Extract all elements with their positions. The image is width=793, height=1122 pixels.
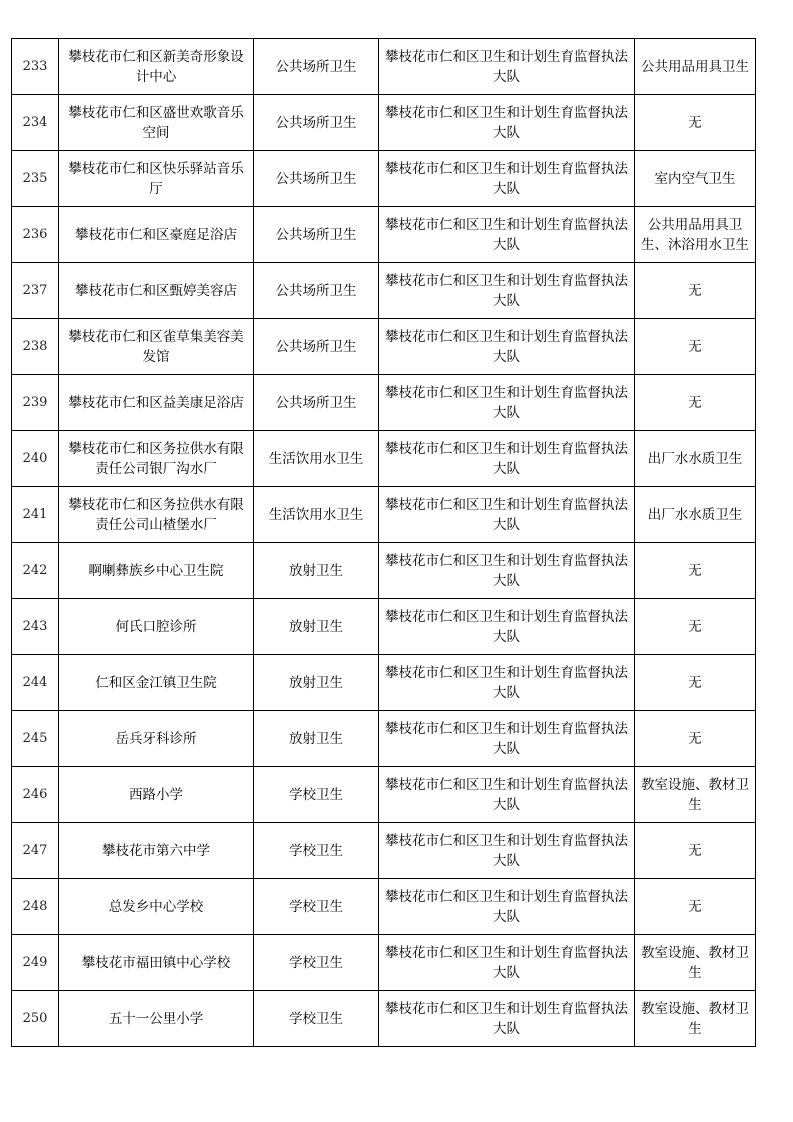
- agency-cell: 攀枝花市仁和区卫生和计划生育监督执法大队: [379, 711, 635, 767]
- table-row: [12, 207, 756, 263]
- item-cell: 教室设施、教材卫生: [635, 935, 756, 991]
- category-cell: 放射卫生: [254, 543, 379, 599]
- agency-cell: 攀枝花市仁和区卫生和计划生育监督执法大队: [379, 95, 635, 151]
- row-number-cell: 240: [12, 431, 59, 487]
- entity-name-cell: 仁和区金江镇卫生院: [59, 655, 254, 711]
- item-cell: 公共用品用具卫生、沐浴用水卫生: [635, 207, 756, 263]
- category-cell: 放射卫生: [254, 599, 379, 655]
- category-cell: 公共场所卫生: [254, 375, 379, 431]
- entity-name-cell: 总发乡中心学校: [59, 879, 254, 935]
- row-number-cell: 243: [12, 599, 59, 655]
- item-cell: 教室设施、教材卫生: [635, 991, 756, 1047]
- agency-cell: 攀枝花市仁和区卫生和计划生育监督执法大队: [379, 991, 635, 1047]
- row-number-cell: 250: [12, 991, 59, 1047]
- table-row: [12, 767, 756, 823]
- item-cell: 无: [635, 319, 756, 375]
- entity-name-cell: 岳兵牙科诊所: [59, 711, 254, 767]
- table-row: [12, 263, 756, 319]
- row-number-cell: 242: [12, 543, 59, 599]
- table-row: [12, 823, 756, 879]
- table-row: [12, 711, 756, 767]
- agency-cell: 攀枝花市仁和区卫生和计划生育监督执法大队: [379, 431, 635, 487]
- item-cell: 无: [635, 655, 756, 711]
- row-number-cell: 237: [12, 263, 59, 319]
- agency-cell: 攀枝花市仁和区卫生和计划生育监督执法大队: [379, 879, 635, 935]
- entity-name-cell: 攀枝花市第六中学: [59, 823, 254, 879]
- category-cell: 公共场所卫生: [254, 95, 379, 151]
- entity-name-cell: 啊喇彝族乡中心卫生院: [59, 543, 254, 599]
- table-row: [12, 543, 756, 599]
- row-number-cell: 246: [12, 767, 59, 823]
- category-cell: 生活饮用水卫生: [254, 431, 379, 487]
- agency-cell: 攀枝花市仁和区卫生和计划生育监督执法大队: [379, 151, 635, 207]
- entity-name-cell: 攀枝花市仁和区快乐驿站音乐厅: [59, 151, 254, 207]
- row-number-cell: 239: [12, 375, 59, 431]
- row-number-cell: 241: [12, 487, 59, 543]
- category-cell: 学校卫生: [254, 879, 379, 935]
- row-number-cell: 233: [12, 39, 59, 95]
- row-number-cell: 236: [12, 207, 59, 263]
- item-cell: 无: [635, 711, 756, 767]
- entity-name-cell: 攀枝花市仁和区盛世欢歌音乐空间: [59, 95, 254, 151]
- agency-cell: 攀枝花市仁和区卫生和计划生育监督执法大队: [379, 823, 635, 879]
- table-row: [12, 151, 756, 207]
- item-cell: 室内空气卫生: [635, 151, 756, 207]
- agency-cell: 攀枝花市仁和区卫生和计划生育监督执法大队: [379, 599, 635, 655]
- category-cell: 公共场所卫生: [254, 39, 379, 95]
- entity-name-cell: 五十一公里小学: [59, 991, 254, 1047]
- item-cell: 无: [635, 543, 756, 599]
- entity-name-cell: 攀枝花市福田镇中心学校: [59, 935, 254, 991]
- table-row: [12, 487, 756, 543]
- row-number-cell: 249: [12, 935, 59, 991]
- agency-cell: 攀枝花市仁和区卫生和计划生育监督执法大队: [379, 207, 635, 263]
- category-cell: 生活饮用水卫生: [254, 487, 379, 543]
- agency-cell: 攀枝花市仁和区卫生和计划生育监督执法大队: [379, 319, 635, 375]
- agency-cell: 攀枝花市仁和区卫生和计划生育监督执法大队: [379, 767, 635, 823]
- category-cell: 学校卫生: [254, 991, 379, 1047]
- table-row: [12, 599, 756, 655]
- agency-cell: 攀枝花市仁和区卫生和计划生育监督执法大队: [379, 543, 635, 599]
- entity-name-cell: 攀枝花市仁和区新美奇形象设计中心: [59, 39, 254, 95]
- category-cell: 公共场所卫生: [254, 263, 379, 319]
- entity-name-cell: 何氏口腔诊所: [59, 599, 254, 655]
- category-cell: 学校卫生: [254, 935, 379, 991]
- entity-name-cell: 攀枝花市仁和区甄婷美容店: [59, 263, 254, 319]
- item-cell: 无: [635, 375, 756, 431]
- row-number-cell: 248: [12, 879, 59, 935]
- item-cell: 无: [635, 95, 756, 151]
- inspection-records-table: [11, 38, 756, 1047]
- entity-name-cell: 攀枝花市仁和区益美康足浴店: [59, 375, 254, 431]
- category-cell: 公共场所卫生: [254, 207, 379, 263]
- item-cell: 教室设施、教材卫生: [635, 767, 756, 823]
- category-cell: 放射卫生: [254, 711, 379, 767]
- category-cell: 学校卫生: [254, 767, 379, 823]
- row-number-cell: 238: [12, 319, 59, 375]
- table-row: [12, 39, 756, 95]
- entity-name-cell: 攀枝花市仁和区豪庭足浴店: [59, 207, 254, 263]
- table-row: [12, 935, 756, 991]
- item-cell: 无: [635, 879, 756, 935]
- category-cell: 公共场所卫生: [254, 151, 379, 207]
- table-row: [12, 95, 756, 151]
- entity-name-cell: 攀枝花市仁和区务拉供水有限责任公司山楂堡水厂: [59, 487, 254, 543]
- row-number-cell: 245: [12, 711, 59, 767]
- item-cell: 无: [635, 263, 756, 319]
- item-cell: 公共用品用具卫生: [635, 39, 756, 95]
- row-number-cell: 234: [12, 95, 59, 151]
- document-page: [11, 38, 756, 1047]
- item-cell: 出厂水水质卫生: [635, 487, 756, 543]
- entity-name-cell: 攀枝花市仁和区雀草集美容美发馆: [59, 319, 254, 375]
- table-row: [12, 431, 756, 487]
- agency-cell: 攀枝花市仁和区卫生和计划生育监督执法大队: [379, 487, 635, 543]
- agency-cell: 攀枝花市仁和区卫生和计划生育监督执法大队: [379, 263, 635, 319]
- category-cell: 公共场所卫生: [254, 319, 379, 375]
- entity-name-cell: 西路小学: [59, 767, 254, 823]
- agency-cell: 攀枝花市仁和区卫生和计划生育监督执法大队: [379, 375, 635, 431]
- table-row: [12, 655, 756, 711]
- agency-cell: 攀枝花市仁和区卫生和计划生育监督执法大队: [379, 655, 635, 711]
- table-row: [12, 879, 756, 935]
- table-row: [12, 991, 756, 1047]
- row-number-cell: 244: [12, 655, 59, 711]
- item-cell: 无: [635, 599, 756, 655]
- entity-name-cell: 攀枝花市仁和区务拉供水有限责任公司银厂沟水厂: [59, 431, 254, 487]
- item-cell: 无: [635, 823, 756, 879]
- agency-cell: 攀枝花市仁和区卫生和计划生育监督执法大队: [379, 935, 635, 991]
- agency-cell: 攀枝花市仁和区卫生和计划生育监督执法大队: [379, 39, 635, 95]
- category-cell: 学校卫生: [254, 823, 379, 879]
- table-row: [12, 375, 756, 431]
- table-body: [12, 39, 756, 1047]
- item-cell: 出厂水水质卫生: [635, 431, 756, 487]
- category-cell: 放射卫生: [254, 655, 379, 711]
- table-row: [12, 319, 756, 375]
- row-number-cell: 247: [12, 823, 59, 879]
- row-number-cell: 235: [12, 151, 59, 207]
